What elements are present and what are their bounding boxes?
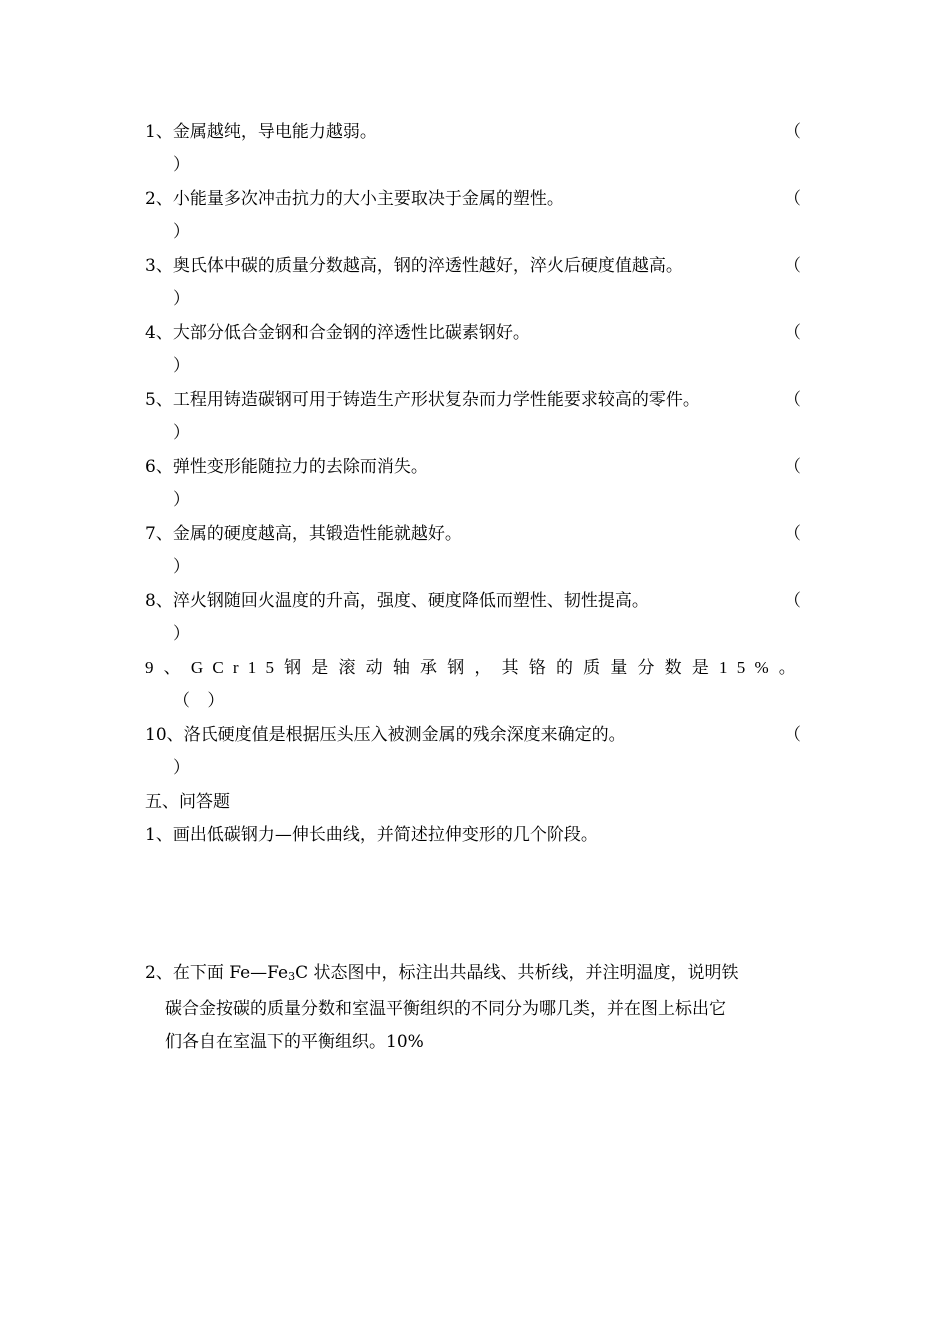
item-text: [145, 656, 805, 680]
true-false-item-7: [145, 522, 805, 582]
answer-paren-open: （: [784, 189, 801, 209]
question-2-line-1: [145, 957, 815, 993]
item-text: 7、金属的硬度越高，其锻造性能就越好。: [145, 524, 462, 544]
answer-paren-close: ）: [173, 289, 190, 309]
question-2-prefix: 2、在下面 Fe—Fe: [145, 963, 289, 983]
answer-parens: （ ）: [173, 691, 231, 711]
true-false-item-4: [145, 321, 805, 381]
answer-paren-close: ）: [173, 356, 190, 376]
item-text: 5、工程用铸造碳钢可用于铸造生产形状复杂而力学性能要求较高的零件。: [145, 390, 700, 410]
question-1: 1、画出低碳钢力—伸长曲线，并简述拉伸变形的几个阶段。: [145, 825, 598, 845]
answer-paren-close: ）: [173, 758, 190, 778]
answer-paren-close: ）: [173, 490, 190, 510]
answer-paren-close: ）: [173, 423, 190, 443]
answer-paren-close: ）: [173, 222, 190, 242]
answer-paren-open: （: [784, 390, 801, 410]
answer-paren-open: （: [784, 323, 801, 343]
question-2: [145, 957, 815, 1059]
answer-paren-open: （: [784, 591, 801, 611]
true-false-item-5: [145, 388, 805, 448]
true-false-item-2: [145, 187, 805, 247]
item-text: 10、洛氏硬度值是根据压头压入被测金属的残余深度来确定的。: [145, 725, 626, 745]
answer-paren-open: （: [784, 122, 801, 142]
true-false-item-6: [145, 455, 805, 515]
answer-paren-open: （: [784, 256, 801, 276]
true-false-item-3: [145, 254, 805, 314]
item-text: 1、金属越纯，导电能力越弱。: [145, 122, 377, 142]
item-text-spread: 9、GCr15钢是滚动轴承钢，其铬的质量分数是15%。: [145, 658, 805, 677]
item-text: 8、淬火钢随回火温度的升高，强度、硬度降低而塑性、韧性提高。: [145, 591, 649, 611]
item-text: 4、大部分低合金钢和合金钢的淬透性比碳素钢好。: [145, 323, 530, 343]
true-false-item-10: [145, 723, 805, 783]
item-text: 6、弹性变形能随拉力的去除而消失。: [145, 457, 428, 477]
question-2-line-3: 们各自在室温下的平衡组织。10%: [165, 1032, 424, 1052]
answer-paren-open: （: [784, 457, 801, 477]
subscript-3: 3: [288, 970, 296, 983]
question-2-line-1-rest: C 状态图中，标注出共晶线、共析线，并注明温度，说明铁: [295, 963, 739, 983]
answer-paren-open: （: [784, 524, 801, 544]
question-2-line-2: 碳合金按碳的质量分数和室温平衡组织的不同分为哪几类，并在图上标出它: [165, 999, 726, 1019]
item-text: 3、奥氏体中碳的质量分数越高，钢的淬透性越好，淬火后硬度值越高。: [145, 256, 683, 276]
true-false-item-1: [145, 120, 805, 180]
section-heading: 五、问答题: [145, 792, 230, 812]
answer-paren-close: ）: [173, 624, 190, 644]
answer-paren-close: ）: [173, 557, 190, 577]
item-text: 2、小能量多次冲击抗力的大小主要取决于金属的塑性。: [145, 189, 564, 209]
true-false-item-9: [145, 656, 805, 716]
answer-paren-open: （: [784, 725, 801, 745]
true-false-item-8: [145, 589, 805, 649]
answer-paren-close: ）: [173, 155, 190, 175]
